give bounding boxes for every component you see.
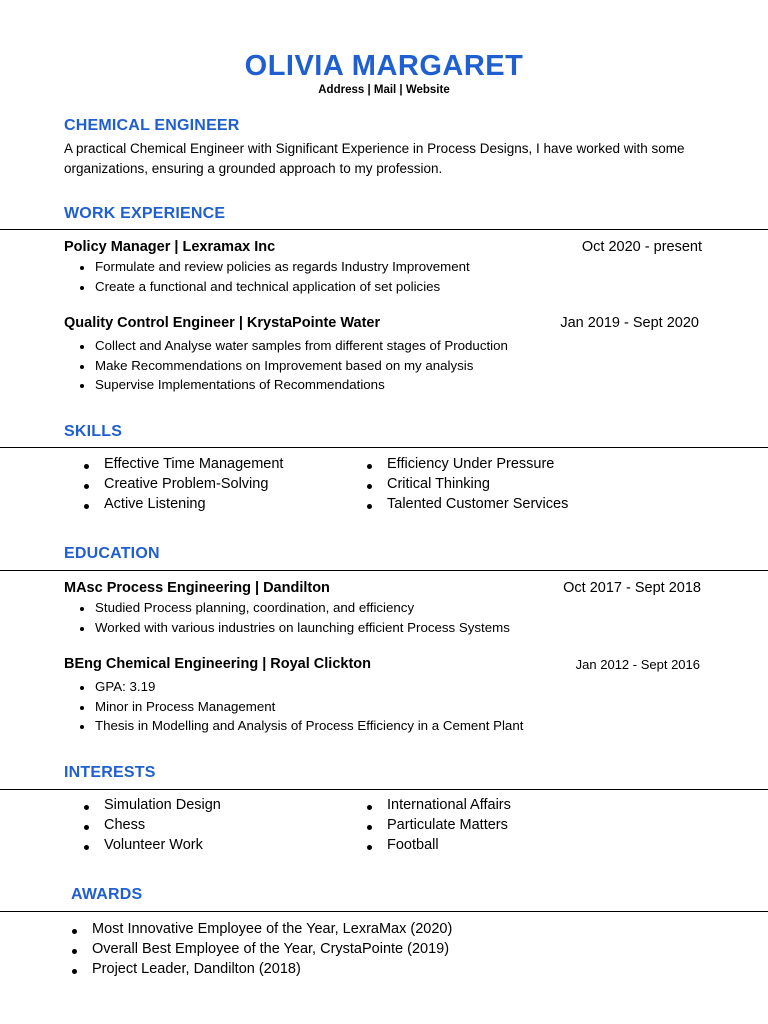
job-bullets [78, 257, 470, 296]
skill-item: Efficiency Under Pressure [361, 454, 568, 474]
list-item: Studied Process planning, coordination, and efficiency [78, 598, 510, 618]
skills-list-left [78, 454, 283, 514]
candidate-name: OLIVIA MARGARET [244, 50, 524, 82]
section-divider [0, 447, 768, 448]
award-item: Project Leader, Dandilton (2018) [66, 959, 452, 979]
degree-bullets [78, 677, 523, 736]
degree-bullets [78, 598, 510, 637]
education-title: EDUCATION [64, 545, 160, 562]
interest-item: Football [361, 835, 511, 855]
list-item: Minor in Process Management [78, 697, 523, 717]
summary-text: A practical Chemical Engineer with Significant Experience in Process Designs, I have worked with some organizations, ensuring a grounded approach to my profession. [64, 141, 685, 176]
interest-item: Volunteer Work [78, 835, 221, 855]
awards-title: AWARDS [71, 886, 143, 903]
skill-item: Critical Thinking [361, 474, 568, 494]
interest-item: Chess [78, 815, 221, 835]
interests-title: INTERESTS [64, 764, 156, 781]
awards-list [66, 919, 452, 979]
degree-date: Oct 2017 - Sept 2018 [563, 580, 701, 596]
interests-list-left [78, 795, 221, 855]
skills-title: SKILLS [64, 423, 123, 440]
skill-item: Effective Time Management [78, 454, 283, 474]
award-item: Overall Best Employee of the Year, CrystaPointe (2019) [66, 939, 452, 959]
list-item: Collect and Analyse water samples from different stages of Production [78, 336, 508, 356]
section-divider [0, 229, 768, 230]
award-item: Most Innovative Employee of the Year, LexraMax (2020) [66, 919, 452, 939]
job-date: Oct 2020 - present [581, 239, 702, 255]
degree-title: BEng Chemical Engineering | Royal Clickton [64, 656, 371, 672]
interest-item: Particulate Matters [361, 815, 511, 835]
job-date: Jan 2019 - Sept 2020 [560, 315, 699, 331]
skill-item: Active Listening [78, 494, 283, 514]
list-item: Supervise Implementations of Recommendations [78, 375, 508, 395]
list-item: Formulate and review policies as regards Industry Improvement [78, 257, 470, 277]
summary-title: CHEMICAL ENGINEER [64, 117, 240, 134]
list-item: Create a functional and technical application of set policies [78, 277, 470, 297]
list-item: GPA: 3.19 [78, 677, 523, 697]
job-title: Quality Control Engineer | KrystaPointe Water [64, 315, 381, 331]
contact-line: Address | Mail | Website [318, 84, 450, 96]
list-item: Thesis in Modelling and Analysis of Process Efficiency in a Cement Plant [78, 716, 523, 736]
section-divider [0, 789, 768, 790]
list-item: Worked with various industries on launching efficient Process Systems [78, 618, 510, 638]
work-experience-title: WORK EXPERIENCE [64, 205, 226, 222]
skill-item: Creative Problem-Solving [78, 474, 283, 494]
job-title: Policy Manager | Lexramax Inc [64, 239, 276, 255]
section-divider [0, 911, 768, 912]
job-bullets [78, 336, 508, 395]
skill-item: Talented Customer Services [361, 494, 568, 514]
degree-title: MAsc Process Engineering | Dandilton [64, 580, 330, 596]
degree-date: Jan 2012 - Sept 2016 [575, 657, 700, 672]
interest-item: International Affairs [361, 795, 511, 815]
interest-item: Simulation Design [78, 795, 221, 815]
interests-list-right [361, 795, 511, 855]
section-divider [0, 570, 768, 571]
list-item: Make Recommendations on Improvement based on my analysis [78, 356, 508, 376]
skills-list-right [361, 454, 568, 514]
